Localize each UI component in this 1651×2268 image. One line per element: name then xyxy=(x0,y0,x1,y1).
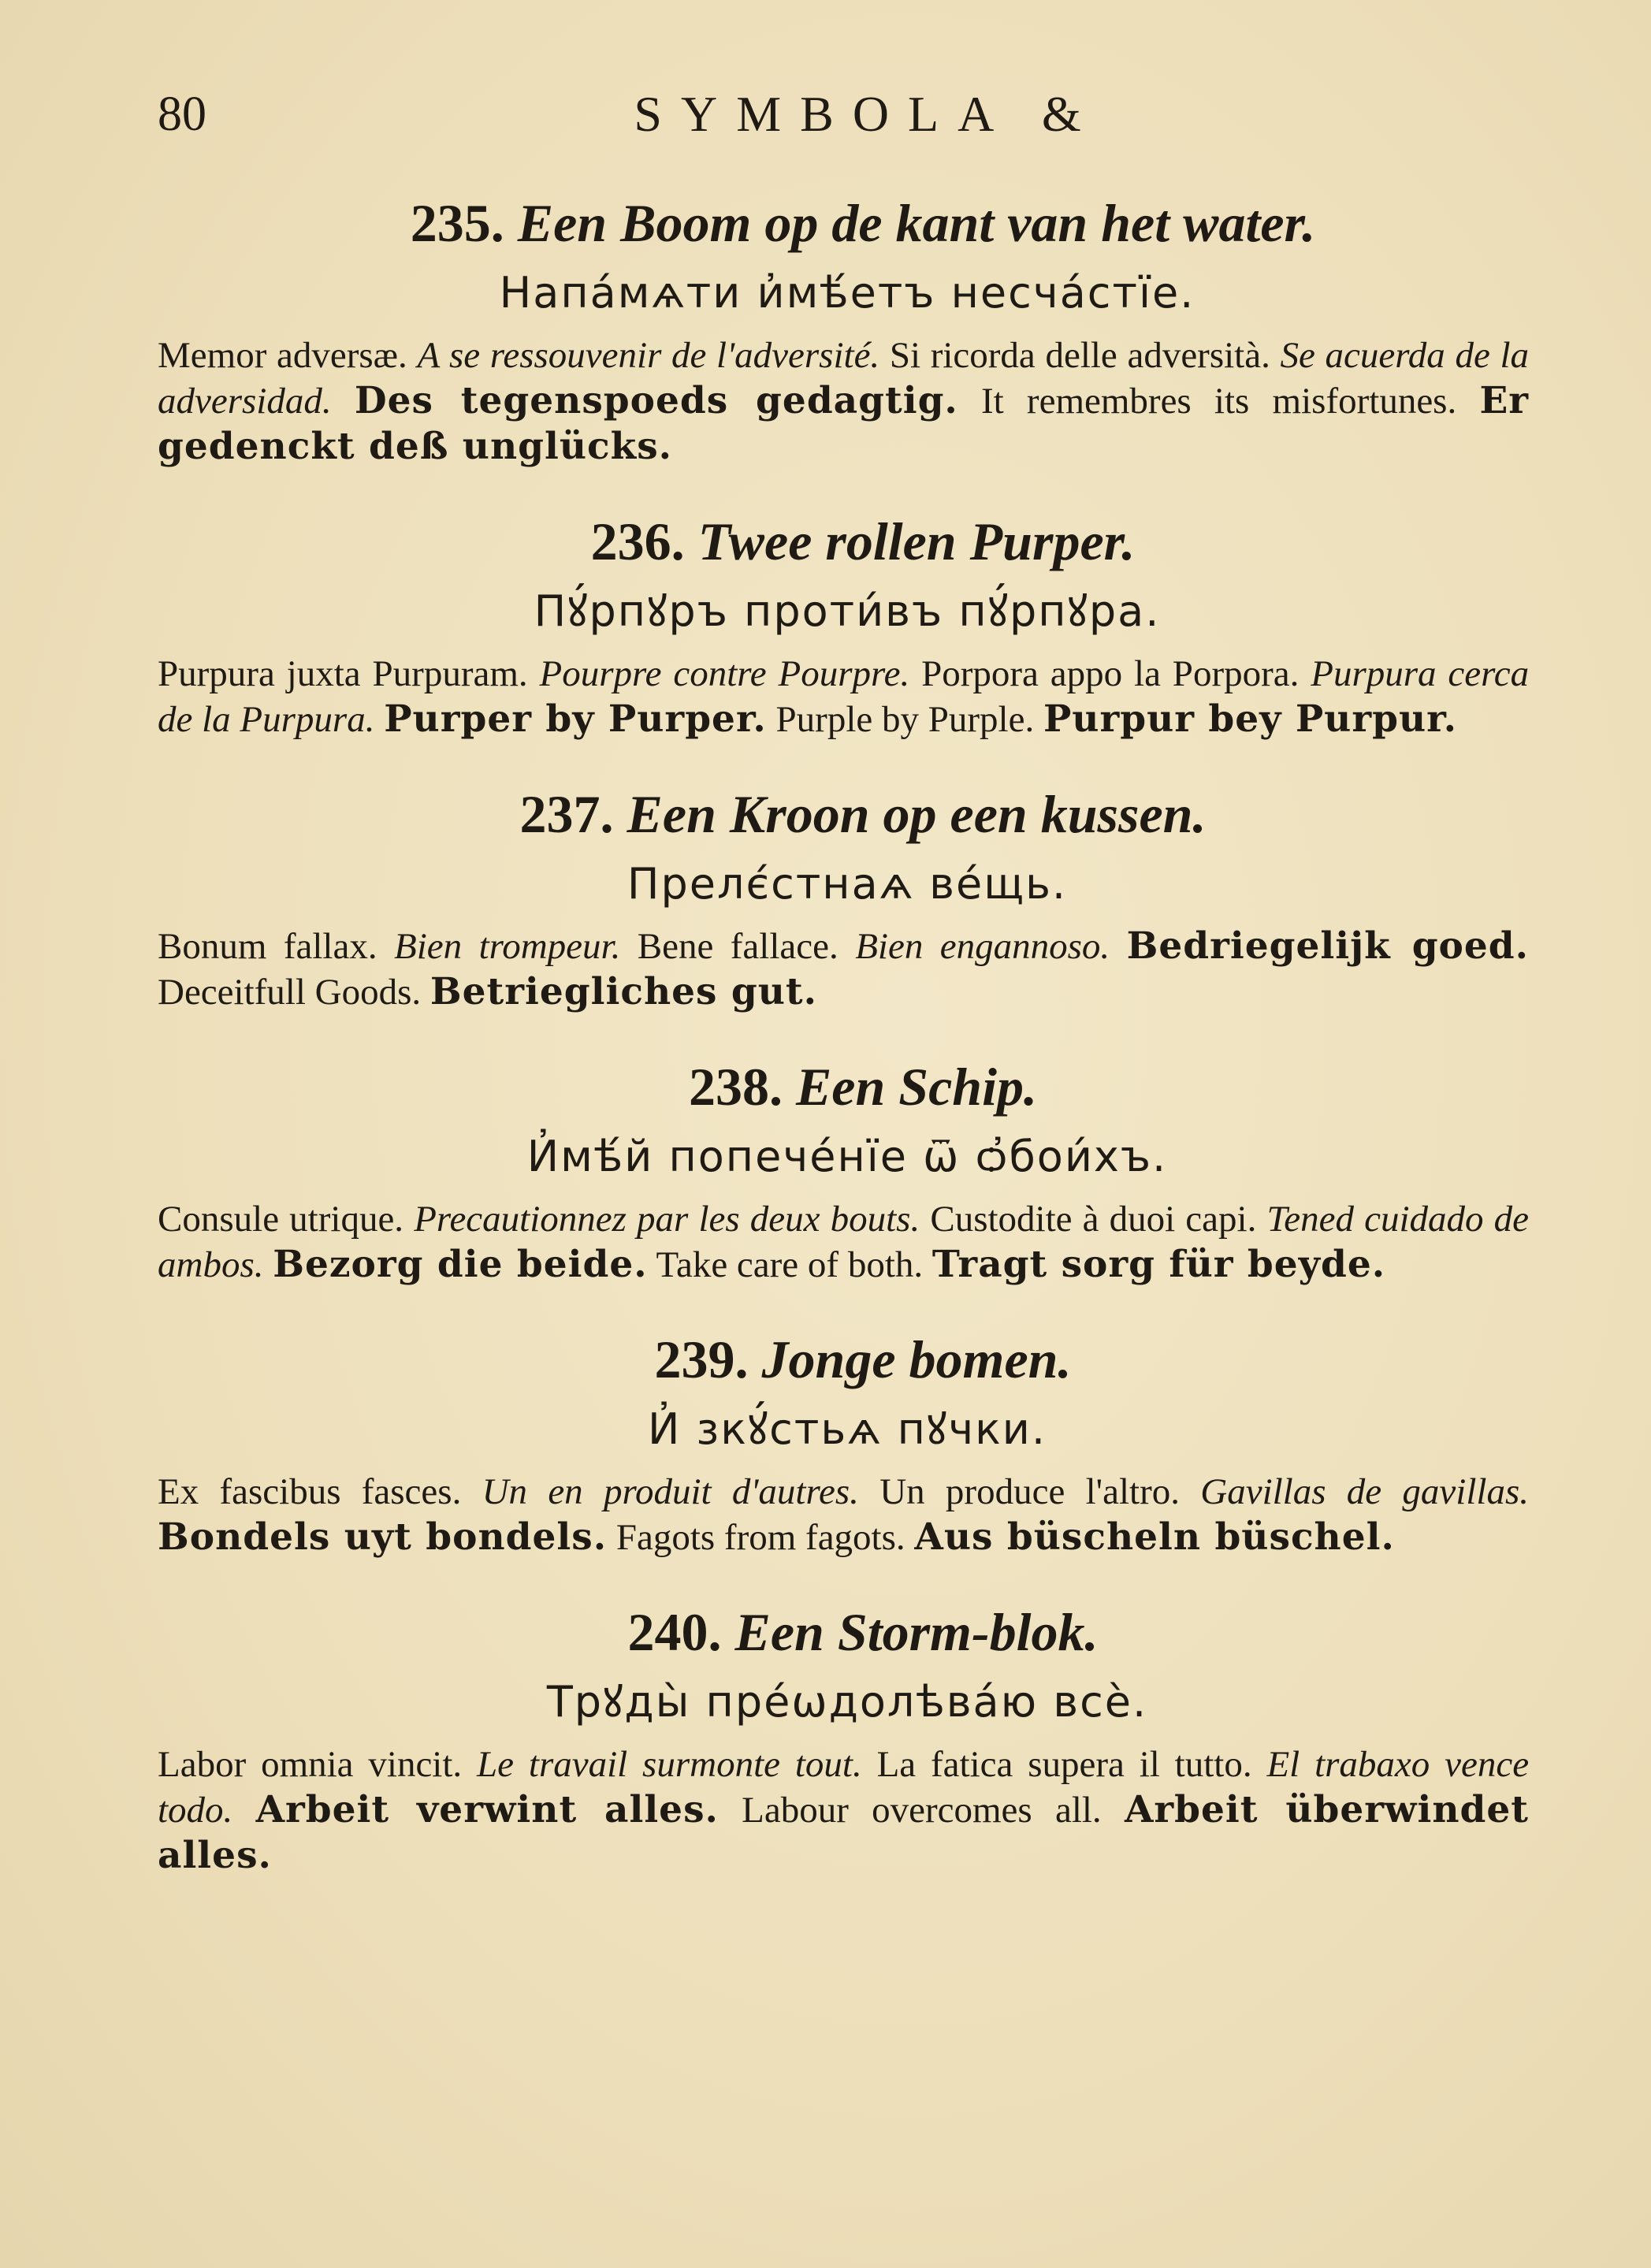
motto-roman: La fatica supera il tutto. xyxy=(876,1744,1252,1785)
entry-title: Jonge bomen. xyxy=(761,1329,1072,1389)
motto-roman: Consule utrique. xyxy=(158,1199,404,1240)
motto-gothic: Aus büscheln büschel. xyxy=(914,1515,1395,1559)
slavonic-motto: Трꙋды̀ пре́ѡдолѣва́ю всѐ. xyxy=(546,1677,1148,1727)
slavonic-motto: И҆мѣ́й попече́нїе ѿ ѻ҆бои́хъ. xyxy=(526,1132,1168,1181)
motto-roman: Purpura juxta Purpuram. xyxy=(158,653,528,694)
entry-heading xyxy=(158,1598,1529,1666)
entry-title: Een Storm-blok. xyxy=(734,1602,1099,1662)
emblem-entry xyxy=(158,1053,1529,1288)
motto-gothic: Purpur bey Purpur. xyxy=(1043,697,1457,741)
entry-heading xyxy=(158,780,1529,848)
motto-roman: Memor adversæ. xyxy=(158,335,407,376)
page-number: 80 xyxy=(158,87,206,141)
motto-gothic: Purper by Purper. xyxy=(384,697,767,741)
motto-translations xyxy=(158,1742,1529,1879)
entry-number: 236. xyxy=(590,511,685,571)
motto-roman: Bene fallace. xyxy=(637,926,839,967)
emblem-entries xyxy=(158,189,1529,1917)
motto-translations xyxy=(158,924,1529,1015)
entry-heading xyxy=(158,189,1529,257)
motto-italic: Purpura cerca de la Purpura. xyxy=(158,653,1530,740)
motto-italic: Gavillas de gavillas. xyxy=(1200,1471,1530,1512)
entry-number: 238. xyxy=(688,1057,783,1117)
motto-roman: Porpora appo la Porpora. xyxy=(921,653,1300,694)
motto-gothic: Bondels uyt bondels. xyxy=(158,1515,608,1559)
motto-italic: Bien engannoso. xyxy=(855,926,1110,967)
slavonic-motto: И҆ зкꙋ́стьѧ пꙋчки. xyxy=(647,1404,1047,1454)
emblem-entry xyxy=(158,1598,1529,1879)
motto-roman: Si ricorda delle adversità. xyxy=(889,335,1270,376)
motto-roman: Labor omnia vincit. xyxy=(158,1744,463,1785)
motto-translations xyxy=(158,1469,1529,1560)
motto-roman: Take care of both. xyxy=(656,1244,924,1285)
motto-gothic: Betriegliches gut. xyxy=(429,970,817,1013)
page-header xyxy=(158,83,1529,146)
motto-gothic: Arbeit verwint alles. xyxy=(255,1788,719,1831)
motto-gothic: Tragt sorg für beyde. xyxy=(931,1243,1386,1286)
entry-heading xyxy=(158,508,1529,575)
motto-italic: Pourpre contre Pourpre. xyxy=(539,653,910,694)
emblem-entry xyxy=(158,508,1529,742)
motto-italic: Le travail surmonte tout. xyxy=(477,1744,862,1785)
motto-roman: Bonum fallax. xyxy=(158,926,377,967)
entry-title: Twee rollen Purper. xyxy=(697,511,1136,571)
motto-roman: Deceitfull Goods. xyxy=(158,972,422,1013)
entry-heading xyxy=(158,1325,1529,1393)
motto-italic: Un en produit d'autres. xyxy=(482,1471,859,1512)
entry-title: Een Kroon op een kussen. xyxy=(627,784,1207,844)
motto-italic: Precautionnez par les deux bouts. xyxy=(414,1199,920,1240)
motto-translations xyxy=(158,333,1529,470)
motto-roman: Ex fascibus fasces. xyxy=(158,1471,462,1512)
motto-italic: Tened cuidado de ambos. xyxy=(158,1199,1530,1285)
motto-translations xyxy=(158,1196,1529,1288)
motto-gothic: Er gedenckt deß unglücks. xyxy=(158,379,1530,468)
entry-heading xyxy=(158,1053,1529,1121)
motto-translations xyxy=(158,651,1529,742)
running-title: SYMBOLA & xyxy=(634,86,1100,142)
slavonic-motto: Пꙋ́рпꙋръ проти́въ пꙋ́рпꙋра. xyxy=(534,586,1161,636)
motto-roman: Custodite à duoi capi. xyxy=(930,1199,1257,1240)
motto-gothic: Arbeit überwindet alles. xyxy=(158,1788,1530,1877)
motto-gothic: Bezorg die beide. xyxy=(273,1243,648,1286)
emblem-entry xyxy=(158,780,1529,1015)
slavonic-motto: Прелє́стнаѧ ве́щь. xyxy=(627,859,1068,909)
emblem-entry xyxy=(158,189,1529,470)
entry-number: 237. xyxy=(519,784,614,844)
motto-gothic: Bedriegelijk goed. xyxy=(1126,924,1530,968)
entry-number: 235. xyxy=(410,193,504,253)
motto-italic: Se acuerda de la adversidad. xyxy=(158,335,1530,422)
motto-roman: It remembres its misfortunes. xyxy=(981,381,1457,422)
motto-roman: Fagots from fagots. xyxy=(615,1517,905,1558)
motto-italic: Bien trompeur. xyxy=(394,926,621,967)
slavonic-motto: Напа́мѧти и҆мѣ́етъ несча́стїе. xyxy=(499,268,1195,318)
entry-title: Een Schip. xyxy=(795,1057,1038,1117)
motto-roman: Purple by Purple. xyxy=(775,699,1035,740)
emblem-entry xyxy=(158,1325,1529,1560)
motto-italic: A se ressouvenir de l'adversité. xyxy=(417,335,880,376)
entry-number: 239. xyxy=(654,1329,749,1389)
motto-italic: El trabaxo vence todo. xyxy=(158,1744,1530,1831)
entry-title: Een Boom op de kant van het water. xyxy=(517,193,1316,253)
motto-roman: Un produce l'altro. xyxy=(879,1471,1180,1512)
entry-number: 240. xyxy=(627,1602,722,1662)
motto-gothic: Des tegenspoeds gedagtig. xyxy=(354,379,958,422)
motto-roman: Labour overcomes all. xyxy=(742,1790,1102,1831)
